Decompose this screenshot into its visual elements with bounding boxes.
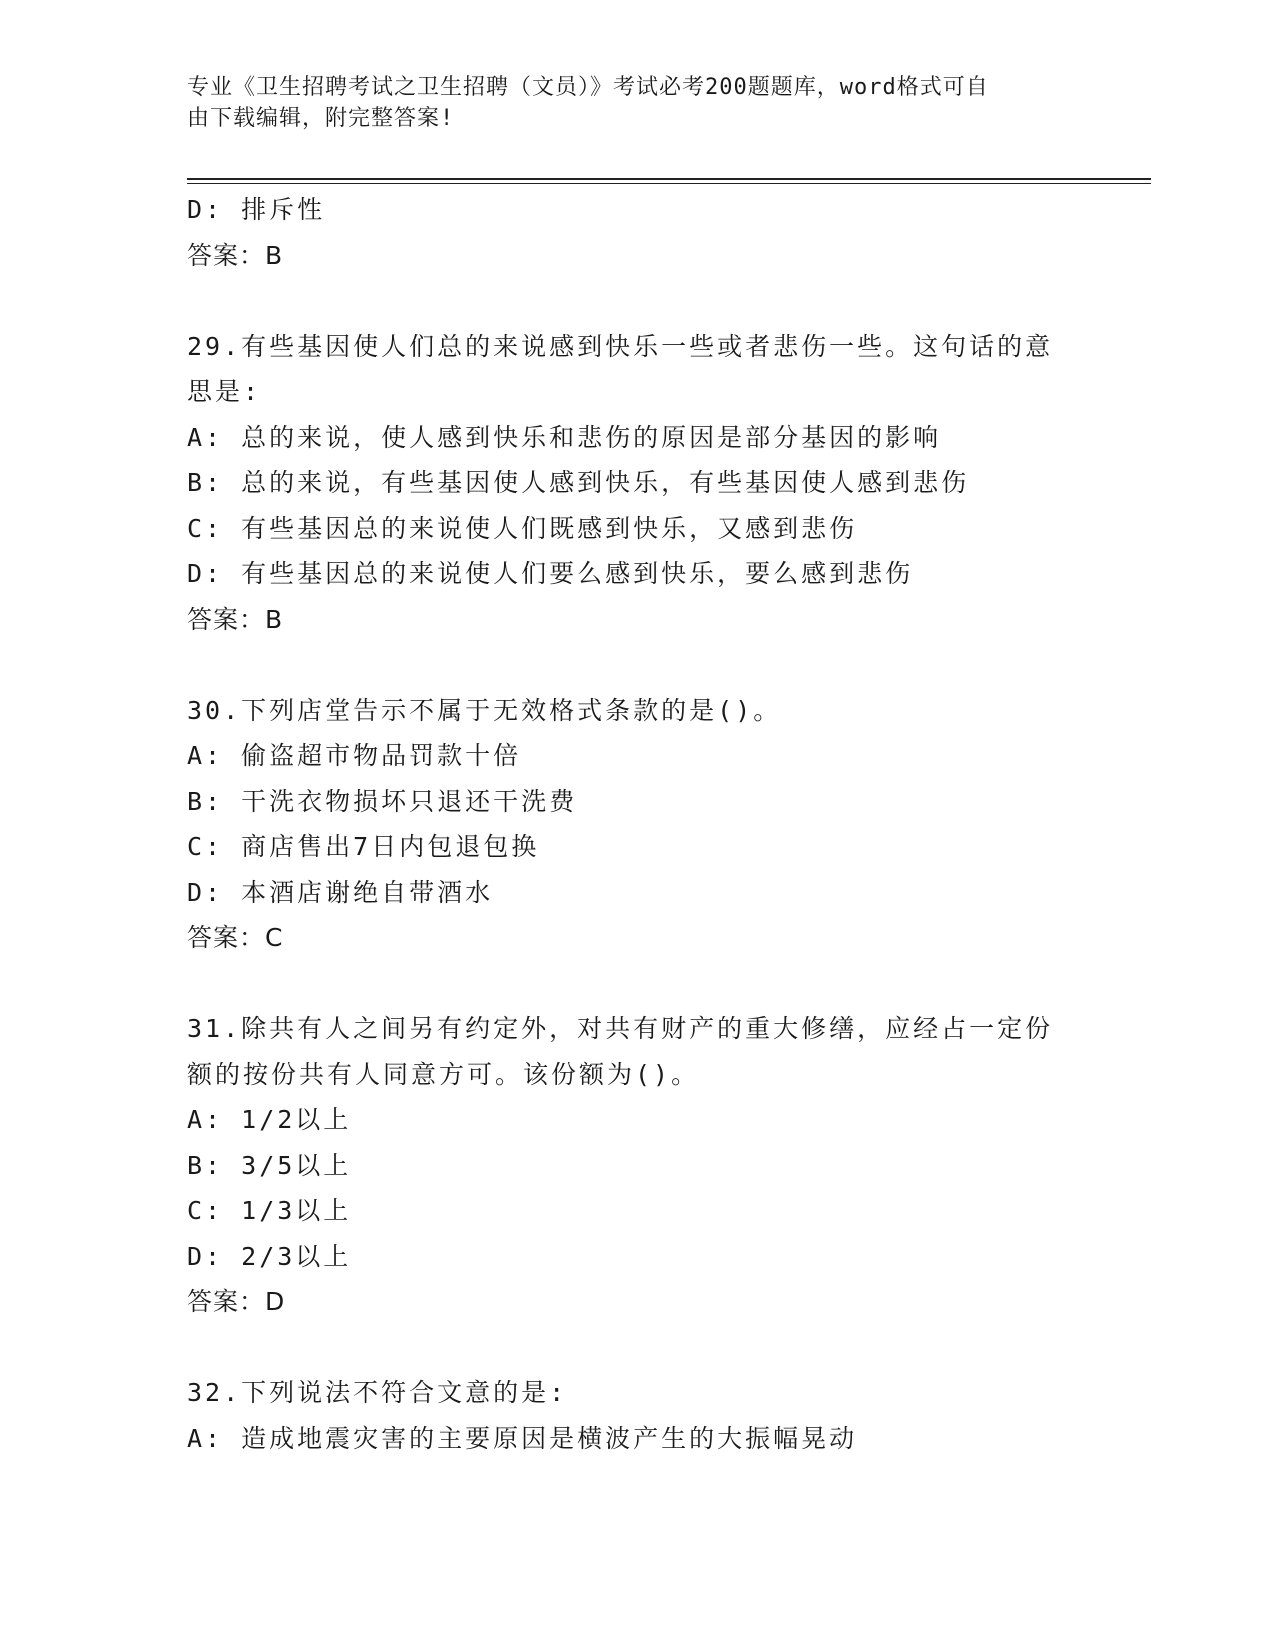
header-line-1: 专业《卫生招聘考试之卫生招聘（文员）》考试必考200题题库，word格式可自 [187, 75, 989, 100]
answer-label: 答案：B [187, 604, 284, 634]
answer-label: 答案：D [187, 1287, 286, 1316]
header-divider-thin [187, 183, 1151, 184]
option-b: B: 3/5以上 [187, 1150, 352, 1180]
option-a: A: 1/2以上 [187, 1105, 352, 1134]
option-a: A: 造成地震灾害的主要原因是横波产生的大振幅晃动 [187, 1423, 858, 1453]
question-text: 29.有些基因使人们总的来说感到快乐一些或者悲伤一些。这句话的意 [187, 331, 1054, 361]
option-c: C: 商店售出7日内包退包换 [187, 832, 540, 861]
question-text-cont: 额的按份共有人同意方可。该份额为()。 [187, 1059, 700, 1089]
question-list [187, 187, 1087, 1461]
header-divider-thick [187, 178, 1151, 180]
question-32 [187, 1370, 1087, 1461]
question-text: 31.除共有人之间另有约定外，对共有财产的重大修缮，应经占一定份 [187, 1014, 1054, 1043]
question-text: 30.下列店堂告示不属于无效格式条款的是()。 [187, 695, 782, 725]
option-d: D: 2/3以上 [187, 1241, 352, 1271]
question-text: 32.下列说法不符合文意的是: [187, 1378, 568, 1407]
option-c: C: 有些基因总的来说使人们既感到快乐，又感到悲伤 [187, 513, 858, 543]
question-31 [187, 1006, 1087, 1325]
option-d: D: 排斥性 [187, 195, 326, 224]
answer-label: 答案：B [187, 240, 284, 270]
option-b: B: 总的来说，有些基因使人感到快乐，有些基因使人感到悲伤 [187, 468, 970, 497]
header-line-2: 由下载编辑，附完整答案! [187, 106, 455, 131]
question-text-cont: 思是: [187, 377, 262, 406]
option-a: A: 偷盗超市物品罚款十倍 [187, 741, 522, 770]
question-28-continuation [187, 187, 1087, 278]
question-30 [187, 688, 1087, 961]
question-29 [187, 324, 1087, 643]
option-a: A: 总的来说，使人感到快乐和悲伤的原因是部分基因的影响 [187, 422, 942, 452]
document-header [187, 72, 1067, 134]
option-d: D: 本酒店谢绝自带酒水 [187, 877, 494, 907]
option-c: C: 1/3以上 [187, 1196, 352, 1225]
option-b: B: 干洗衣物损坏只退还干洗费 [187, 786, 578, 816]
answer-label: 答案：C [187, 923, 284, 952]
option-d: D: 有些基因总的来说使人们要么感到快乐，要么感到悲伤 [187, 559, 914, 588]
